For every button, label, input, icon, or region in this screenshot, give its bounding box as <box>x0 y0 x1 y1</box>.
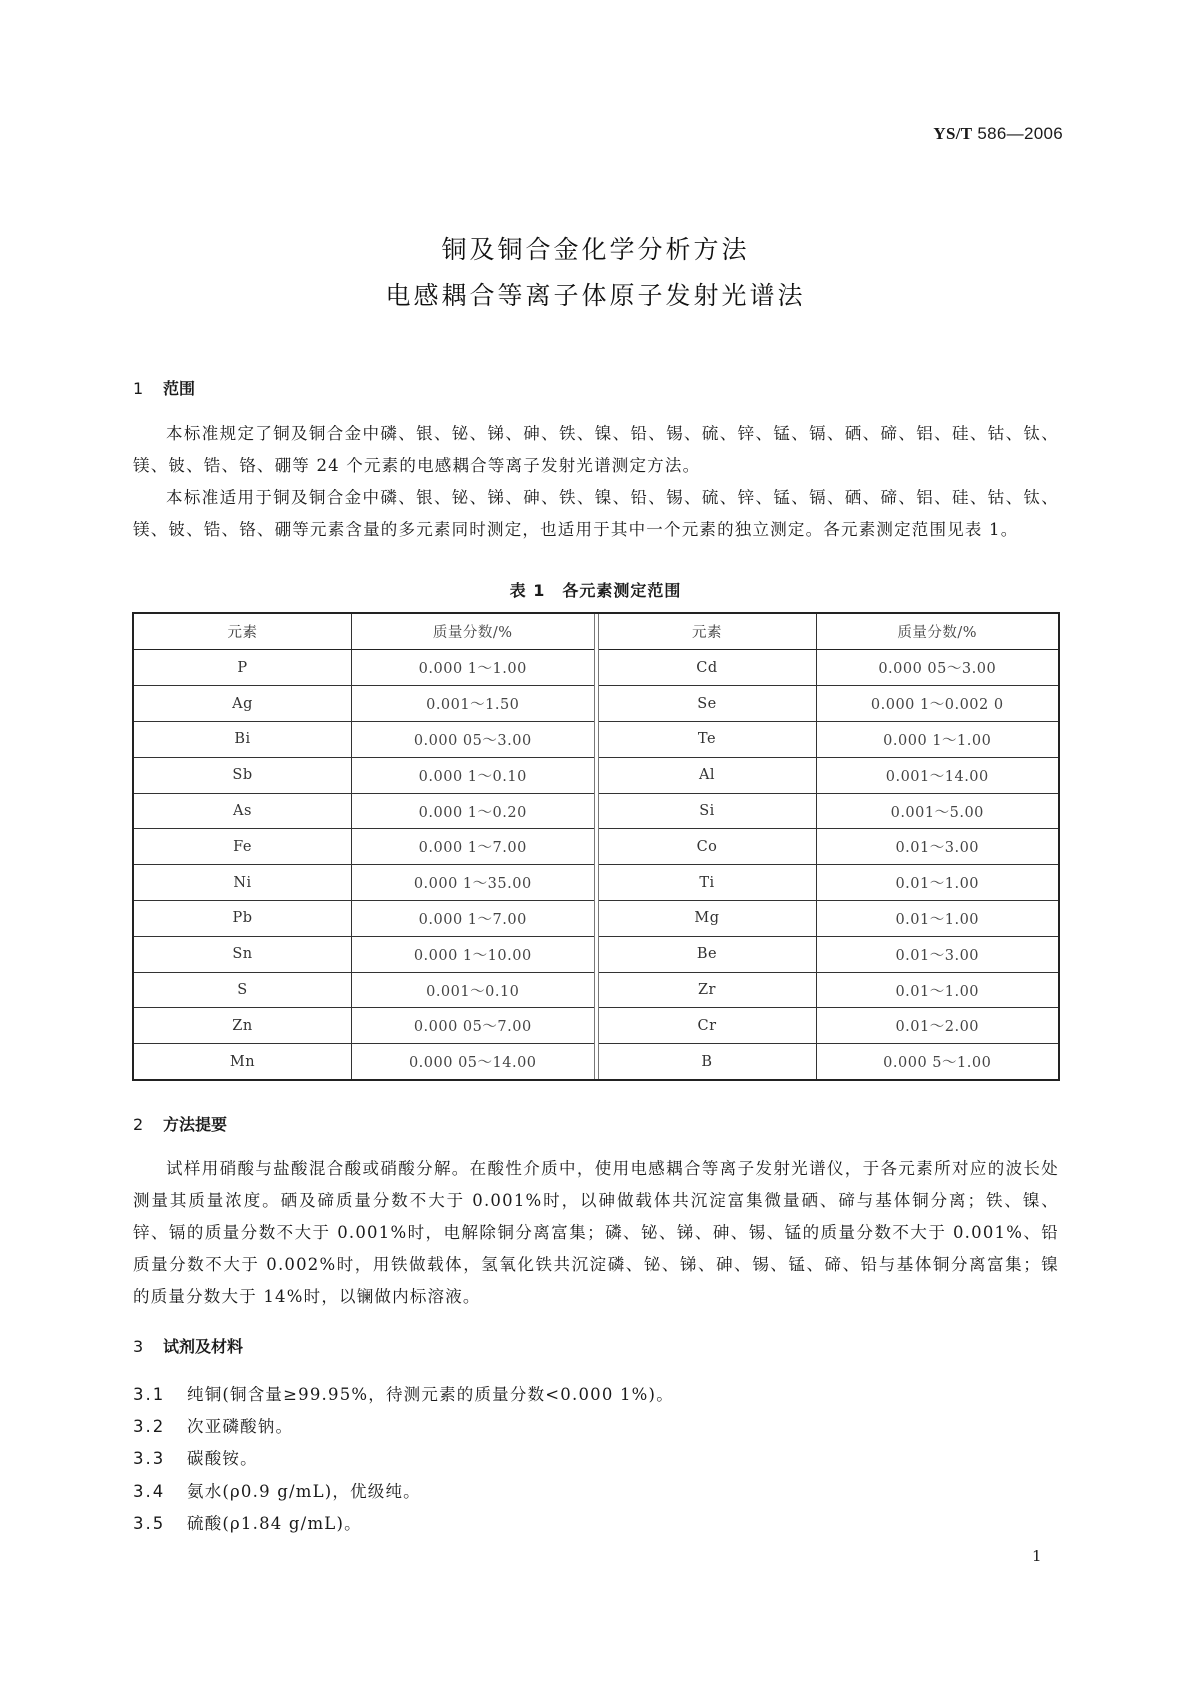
range-cell: 0.000 05～3.00 <box>878 661 997 678</box>
range-cell: 0.000 1～1.00 <box>883 732 992 749</box>
section-2-paragraph-1: 试样用硝酸与盐酸混合酸或硝酸分解。在酸性介质中，使用电感耦合等离子发射光谱仪，于各元素所对应的波长处测量其质量浓度。硒及碲质量分数不大于 0.001%时，以砷做载体共沉淀富集微量硒、碲与基体铜分离；铁、镍、锌、镉的质量分数不大于 0.001%时，电解除铜分离富集；磷、铋、锑、砷、锡、锰的质量分数不大于 0.001%、铅质量分数不大于 0.002%时，用铁做载体，氢氧化铁共沉淀磷、铋、锑、砷、锡、锰、碲、铅与基体铜分离富集；镍的质量分数大于 14%时，以镧做内标溶液。 <box>133 1159 1059 1306</box>
item-number: 3.1 <box>133 1385 166 1404</box>
element-cell: Ni <box>134 865 352 900</box>
item-text: 次亚磷酸钠。 <box>187 1417 294 1436</box>
standard-code <box>933 124 1063 144</box>
document-title-line-2: 电感耦合等离子体原子发射光谱法 <box>385 281 806 310</box>
section-number: 3 <box>133 1337 144 1356</box>
document-title-line-1: 铜及铜合金化学分析方法 <box>441 235 750 264</box>
item-number: 3.4 <box>133 1482 166 1501</box>
element-cell: Ag <box>134 686 352 721</box>
table-row <box>134 650 594 686</box>
range-cell: 0.000 1～10.00 <box>413 947 532 964</box>
section-title: 试剂及材料 <box>163 1337 244 1356</box>
element-cell: S <box>134 973 352 1008</box>
element-cell: Mg <box>599 901 817 936</box>
table-row <box>599 937 1059 973</box>
table-row <box>599 722 1059 758</box>
element-cell: P <box>134 650 352 685</box>
range-cell: 0.000 05～14.00 <box>408 1055 537 1072</box>
item-text: 氨水(ρ0.9 g/mL)，优级纯。 <box>187 1482 421 1501</box>
reagent-item <box>133 1445 258 1469</box>
table-row <box>134 758 594 794</box>
header-mass-fraction: 质量分数/% <box>432 625 513 642</box>
reagent-item <box>133 1478 421 1502</box>
header-mass-fraction: 质量分数/% <box>897 625 978 642</box>
element-cell: Mn <box>134 1044 352 1079</box>
section-number: 1 <box>133 379 144 398</box>
section-number: 2 <box>133 1115 144 1134</box>
element-cell: Fe <box>134 829 352 864</box>
section-3-heading <box>133 1334 243 1357</box>
range-cell: 0.000 1～0.10 <box>418 768 527 785</box>
table-row <box>134 865 594 901</box>
range-cell: 0.000 1～1.00 <box>418 661 527 678</box>
table-header-row <box>134 614 594 650</box>
element-cell: Si <box>599 794 817 829</box>
element-cell: Sb <box>134 758 352 793</box>
element-cell: Ti <box>599 865 817 900</box>
table-row <box>134 686 594 722</box>
element-cell: Al <box>599 758 817 793</box>
table-row <box>599 865 1059 901</box>
element-cell: Zr <box>599 973 817 1008</box>
table-row <box>599 650 1059 686</box>
table-row <box>134 937 594 973</box>
range-cell: 0.01～2.00 <box>895 1019 980 1036</box>
table-row <box>599 973 1059 1009</box>
table-header-row <box>599 614 1059 650</box>
range-cell: 0.000 1～7.00 <box>418 840 527 857</box>
element-cell: Cr <box>599 1008 817 1043</box>
reagent-item <box>133 1413 293 1437</box>
table-row <box>134 829 594 865</box>
element-cell: Sn <box>134 937 352 972</box>
element-cell: Be <box>599 937 817 972</box>
element-cell: Bi <box>134 722 352 757</box>
section-title: 方法提要 <box>163 1115 228 1134</box>
range-cell: 0.01～1.00 <box>895 911 980 928</box>
reagent-item <box>133 1381 674 1405</box>
element-range-table <box>132 612 1060 1081</box>
section-1-heading <box>133 376 195 399</box>
header-element: 元素 <box>599 614 817 649</box>
element-cell: Te <box>599 722 817 757</box>
section-title: 范围 <box>163 379 196 398</box>
range-cell: 0.000 1～0.002 0 <box>870 697 1004 714</box>
table-row <box>134 901 594 937</box>
range-cell: 0.000 05～3.00 <box>413 732 532 749</box>
range-cell: 0.01～1.00 <box>895 876 980 893</box>
header-element: 元素 <box>134 614 352 649</box>
item-text: 纯铜(铜含量≥99.95%，待测元素的质量分数<0.000 1%)。 <box>187 1385 674 1404</box>
table-row <box>134 722 594 758</box>
range-cell: 0.01～3.00 <box>895 947 980 964</box>
item-number: 3.3 <box>133 1449 166 1468</box>
section-1-paragraph-2: 本标准适用于铜及铜合金中磷、银、铋、锑、砷、铁、镍、铅、锡、硫、锌、锰、镉、硒、碲、铝、硅、钴、钛、镁、铍、锆、铬、硼等元素含量的多元素同时测定，也适用于其中一个元素的独立测定。各元素测定范围见表 1。 <box>133 488 1059 539</box>
table-right-half <box>598 614 1059 1079</box>
item-number: 3.2 <box>133 1417 166 1436</box>
table-caption: 表 1 各元素测定范围 <box>509 581 682 600</box>
range-cell: 0.000 1～35.00 <box>413 876 532 893</box>
range-cell: 0.01～3.00 <box>895 840 980 857</box>
table-row <box>134 794 594 830</box>
table-row <box>134 973 594 1009</box>
table-row <box>599 794 1059 830</box>
range-cell: 0.000 5～1.00 <box>883 1055 992 1072</box>
table-row <box>599 758 1059 794</box>
table-row <box>599 901 1059 937</box>
item-text: 碳酸铵。 <box>187 1449 258 1468</box>
table-row <box>599 686 1059 722</box>
element-cell: Zn <box>134 1008 352 1043</box>
table-left-half <box>134 614 595 1079</box>
table-row <box>599 1044 1059 1079</box>
range-cell: 0.000 1～0.20 <box>418 804 527 821</box>
item-number: 3.5 <box>133 1514 166 1533</box>
reagent-item <box>133 1510 362 1534</box>
table-row <box>134 1008 594 1044</box>
range-cell: 0.01～1.00 <box>895 983 980 1000</box>
section-2-heading <box>133 1112 227 1135</box>
table-row <box>599 829 1059 865</box>
element-cell: As <box>134 794 352 829</box>
section-1-paragraph-1: 本标准规定了铜及铜合金中磷、银、铋、锑、砷、铁、镍、铅、锡、硫、锌、锰、镉、硒、碲、铝、硅、钴、钛、镁、铍、锆、铬、硼等 24 个元素的电感耦合等离子发射光谱测定方法。 <box>133 424 1059 475</box>
element-cell: Cd <box>599 650 817 685</box>
standard-number: 586—2006 <box>977 124 1063 143</box>
range-cell: 0.000 05～7.00 <box>413 1019 532 1036</box>
table-row <box>134 1044 594 1079</box>
range-cell: 0.000 1～7.00 <box>418 911 527 928</box>
element-cell: Se <box>599 686 817 721</box>
element-cell: B <box>599 1044 817 1079</box>
range-cell: 0.001～14.00 <box>885 768 989 785</box>
element-cell: Co <box>599 829 817 864</box>
item-text: 硫酸(ρ1.84 g/mL)。 <box>187 1514 362 1533</box>
standard-prefix: YS/T <box>933 124 973 143</box>
range-cell: 0.001～1.50 <box>426 697 520 714</box>
range-cell: 0.001～0.10 <box>426 983 520 1000</box>
table-row <box>599 1008 1059 1044</box>
page-number: 1 <box>1032 1547 1042 1565</box>
range-cell: 0.001～5.00 <box>890 804 984 821</box>
element-cell: Pb <box>134 901 352 936</box>
